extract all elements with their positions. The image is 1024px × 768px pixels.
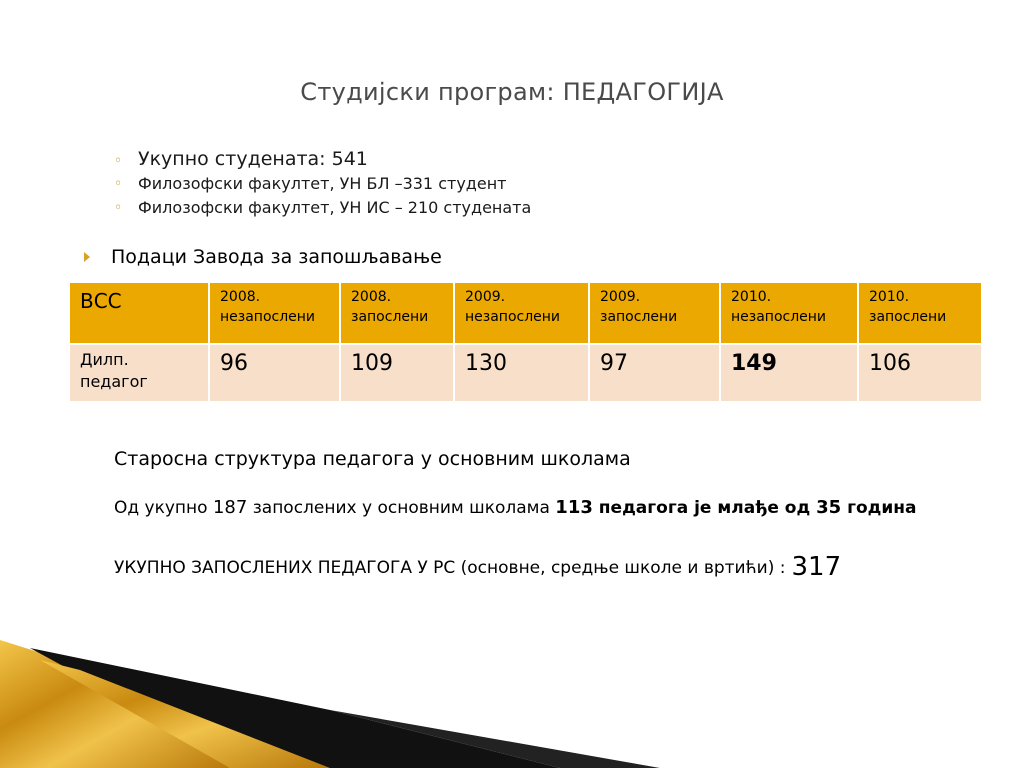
age-text-part: запослених у основним школама [247, 498, 556, 518]
gold-swoosh-decoration [0, 640, 1024, 768]
student-count-list [114, 146, 531, 220]
section-heading-text: Подаци Завода за запошљавање [111, 246, 442, 268]
table-header-cell: 2009. незапослени [454, 282, 589, 344]
table-row [69, 344, 982, 402]
age-text-part: година [841, 498, 917, 518]
is-students-text: Филозофски факултет, УН ИС – 210 студената [138, 198, 532, 217]
value-cell: 106 [858, 344, 982, 402]
value-cell: 109 [340, 344, 454, 402]
list-item [114, 172, 531, 196]
value-cell: 149 [720, 344, 858, 402]
age-structure-heading: Старосна структура педагога у основним школама [114, 448, 631, 470]
row-label-cell: Дилп. педагог [69, 344, 209, 402]
list-item [114, 146, 531, 172]
table-header-cell: 2008. запослени [340, 282, 454, 344]
table-header-cell: 2010. запослени [858, 282, 982, 344]
triangle-arrow-bullet-icon [84, 252, 90, 262]
table-header-cell: 2008. незапослени [209, 282, 340, 344]
table-header-row [69, 282, 982, 344]
age-text-part: Од укупно [114, 498, 213, 518]
table-header-cell: 2010. незапослени [720, 282, 858, 344]
age-structure-text [114, 497, 917, 518]
ring-bullet-icon: ◦ [114, 200, 123, 216]
total-employed-number: 187 [212, 497, 248, 518]
value-cell: 97 [589, 344, 720, 402]
table-header-cell: 2009. запослени [589, 282, 720, 344]
age-limit-number: 35 [816, 497, 842, 518]
total-employed-value: 317 [791, 552, 842, 582]
employment-table [68, 281, 983, 403]
value-cell: 96 [209, 344, 340, 402]
ring-bullet-icon: ◦ [114, 153, 123, 169]
ring-bullet-icon: ◦ [114, 176, 123, 192]
total-employed-line [114, 552, 841, 582]
total-employed-label: УКУПНО ЗАПОСЛЕНИХ ПЕДАГОГА У РС (основне, средње школе и вртићи) : [114, 558, 786, 578]
young-pedagogues-number: 113 [555, 497, 593, 518]
age-text-part: педагога је млађе од [592, 498, 817, 518]
bl-students-text: Филозофски факултет, УН БЛ –331 студент [138, 174, 507, 193]
table-header-education: ВСС [69, 282, 209, 344]
list-item [114, 196, 531, 220]
value-cell: 130 [454, 344, 589, 402]
slide-title: Студијски програм: ПЕДАГОГИЈА [300, 78, 724, 106]
total-students-text: Укупно студената: 541 [138, 148, 368, 170]
